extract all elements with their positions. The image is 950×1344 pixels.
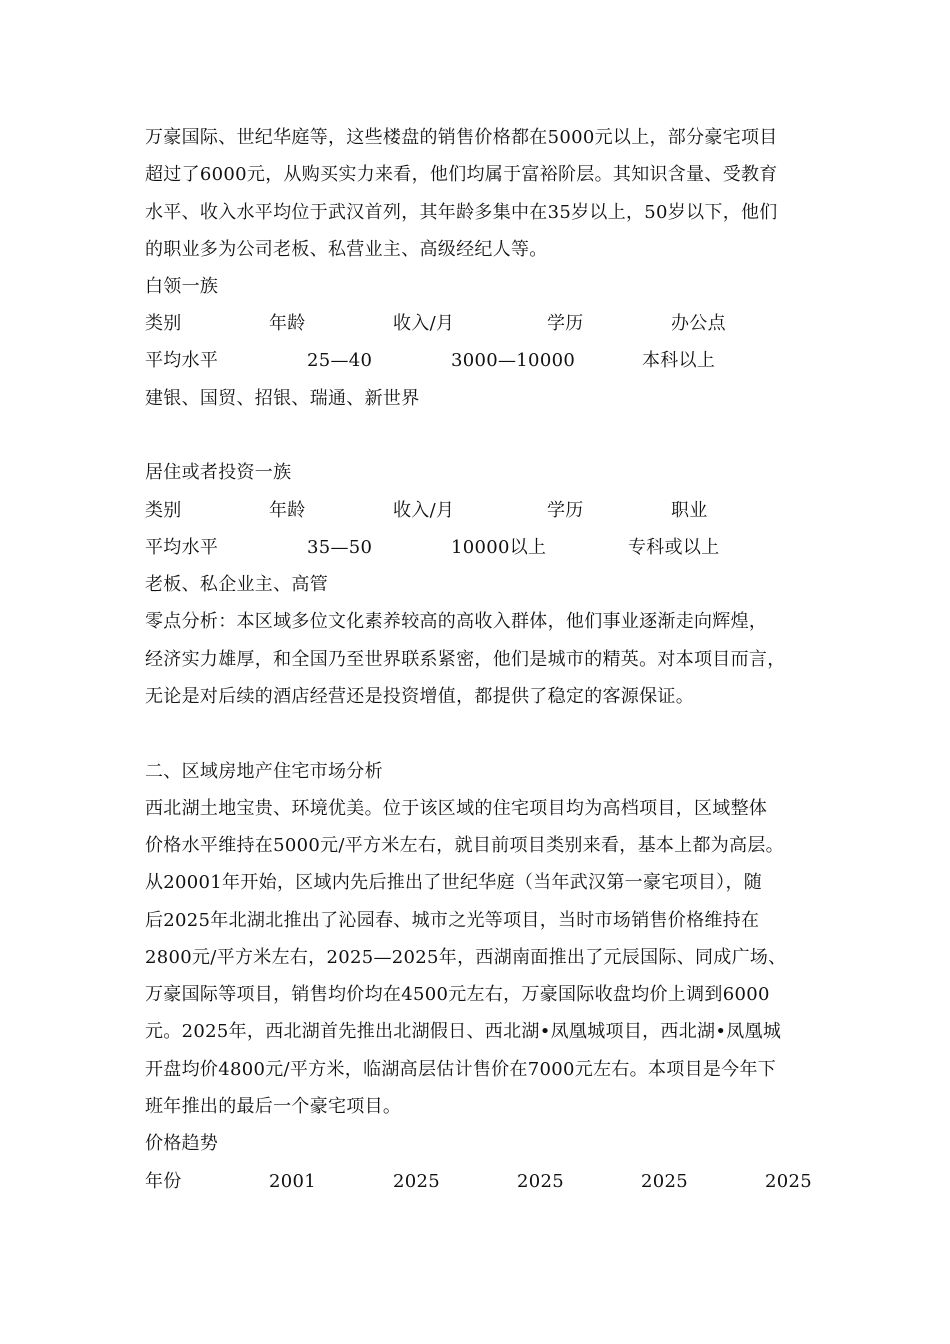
table-header-row bbox=[0, 500, 950, 522]
trend-cell: 年份 bbox=[145, 1171, 182, 1192]
table-cell: 平均水平 bbox=[145, 537, 219, 558]
header-cell: 年龄 bbox=[269, 313, 306, 334]
paragraph-line: 从20001年开始，区域内先后推出了世纪华庭（当年武汉第一豪宅项目），随 bbox=[145, 872, 763, 893]
trend-cell: 2025 bbox=[393, 1171, 441, 1192]
paragraph-line: 万豪国际、世纪华庭等，这些楼盘的销售价格都在5000元以上，部分豪宅项目 bbox=[145, 127, 778, 148]
table-header-row bbox=[0, 313, 950, 335]
trend-cell: 2001 bbox=[269, 1171, 317, 1192]
group-title: 白领一族 bbox=[145, 276, 219, 297]
table-cell: 25—40 bbox=[307, 350, 373, 371]
header-cell: 年龄 bbox=[269, 500, 306, 521]
trend-title: 价格趋势 bbox=[145, 1133, 219, 1154]
paragraph-line: 经济实力雄厚，和全国乃至世界联系紧密，他们是城市的精英。对本项目而言， bbox=[145, 649, 786, 670]
office-locations: 建银、国贸、招银、瑞通、新世界 bbox=[145, 388, 420, 409]
occupations: 老板、私企业主、高管 bbox=[145, 574, 328, 595]
group-title: 居住或者投资一族 bbox=[145, 462, 292, 483]
paragraph-line: 开盘均价4800元/平方米，临湖高层估计售价在7000元左右。本项目是今年下 bbox=[145, 1059, 777, 1080]
table-cell: 平均水平 bbox=[145, 350, 219, 371]
table-cell: 10000以上 bbox=[451, 537, 547, 558]
section-title: 二、区域房地产住宅市场分析 bbox=[145, 761, 383, 782]
trend-row bbox=[0, 1171, 950, 1193]
table-cell: 专科或以上 bbox=[628, 537, 720, 558]
paragraph-line: 西北湖土地宝贵、环境优美。位于该区域的住宅项目均为高档项目，区域整体 bbox=[145, 798, 768, 819]
paragraph-line: 后2025年北湖北推出了沁园春、城市之光等项目，当时市场销售价格维持在 bbox=[145, 910, 760, 931]
trend-cell: 2025 bbox=[517, 1171, 565, 1192]
paragraph-line: 万豪国际等项目，销售均价均在4500元左右，万豪国际收盘均价上调到6000 bbox=[145, 984, 770, 1005]
paragraph-line: 的职业多为公司老板、私营业主、高级经纪人等。 bbox=[145, 239, 548, 260]
header-cell: 学历 bbox=[547, 313, 584, 334]
header-cell: 类别 bbox=[145, 313, 182, 334]
paragraph-line: 无论是对后续的酒店经营还是投资增值，都提供了稳定的客源保证。 bbox=[145, 686, 694, 707]
paragraph-line: 超过了6000元，从购买实力来看，他们均属于富裕阶层。其知识含量、受教育 bbox=[145, 164, 778, 185]
header-cell: 办公点 bbox=[671, 313, 726, 334]
header-cell: 收入/月 bbox=[393, 313, 455, 334]
trend-cell: 2025 bbox=[641, 1171, 689, 1192]
table-cell: 3000—10000 bbox=[451, 350, 576, 371]
header-cell: 类别 bbox=[145, 500, 182, 521]
paragraph-line: 价格水平维持在5000元/平方米左右，就目前项目类别来看，基本上都为高层。 bbox=[145, 835, 784, 856]
header-cell: 学历 bbox=[547, 500, 584, 521]
trend-cell: 2025 bbox=[765, 1171, 813, 1192]
table-cell: 35—50 bbox=[307, 537, 373, 558]
paragraph-line: 水平、收入水平均位于武汉首列，其年龄多集中在35岁以上，50岁以下，他们 bbox=[145, 202, 778, 223]
paragraph-line: 元。2025年，西北湖首先推出北湖假日、西北湖•凤凰城项目，西北湖•凤凰城 bbox=[145, 1021, 782, 1042]
table-row bbox=[0, 537, 950, 559]
paragraph-line: 班年推出的最后一个豪宅项目。 bbox=[145, 1096, 402, 1117]
header-cell: 收入/月 bbox=[393, 500, 455, 521]
paragraph-line: 2800元/平方米左右，2025—2025年，西湖南面推出了元辰国际、同成广场、 bbox=[145, 947, 787, 968]
header-cell: 职业 bbox=[671, 500, 708, 521]
table-cell: 本科以上 bbox=[642, 350, 716, 371]
table-row bbox=[0, 350, 950, 372]
paragraph-line: 零点分析：本区域多位文化素养较高的高收入群体，他们事业逐渐走向辉煌， bbox=[145, 611, 768, 632]
